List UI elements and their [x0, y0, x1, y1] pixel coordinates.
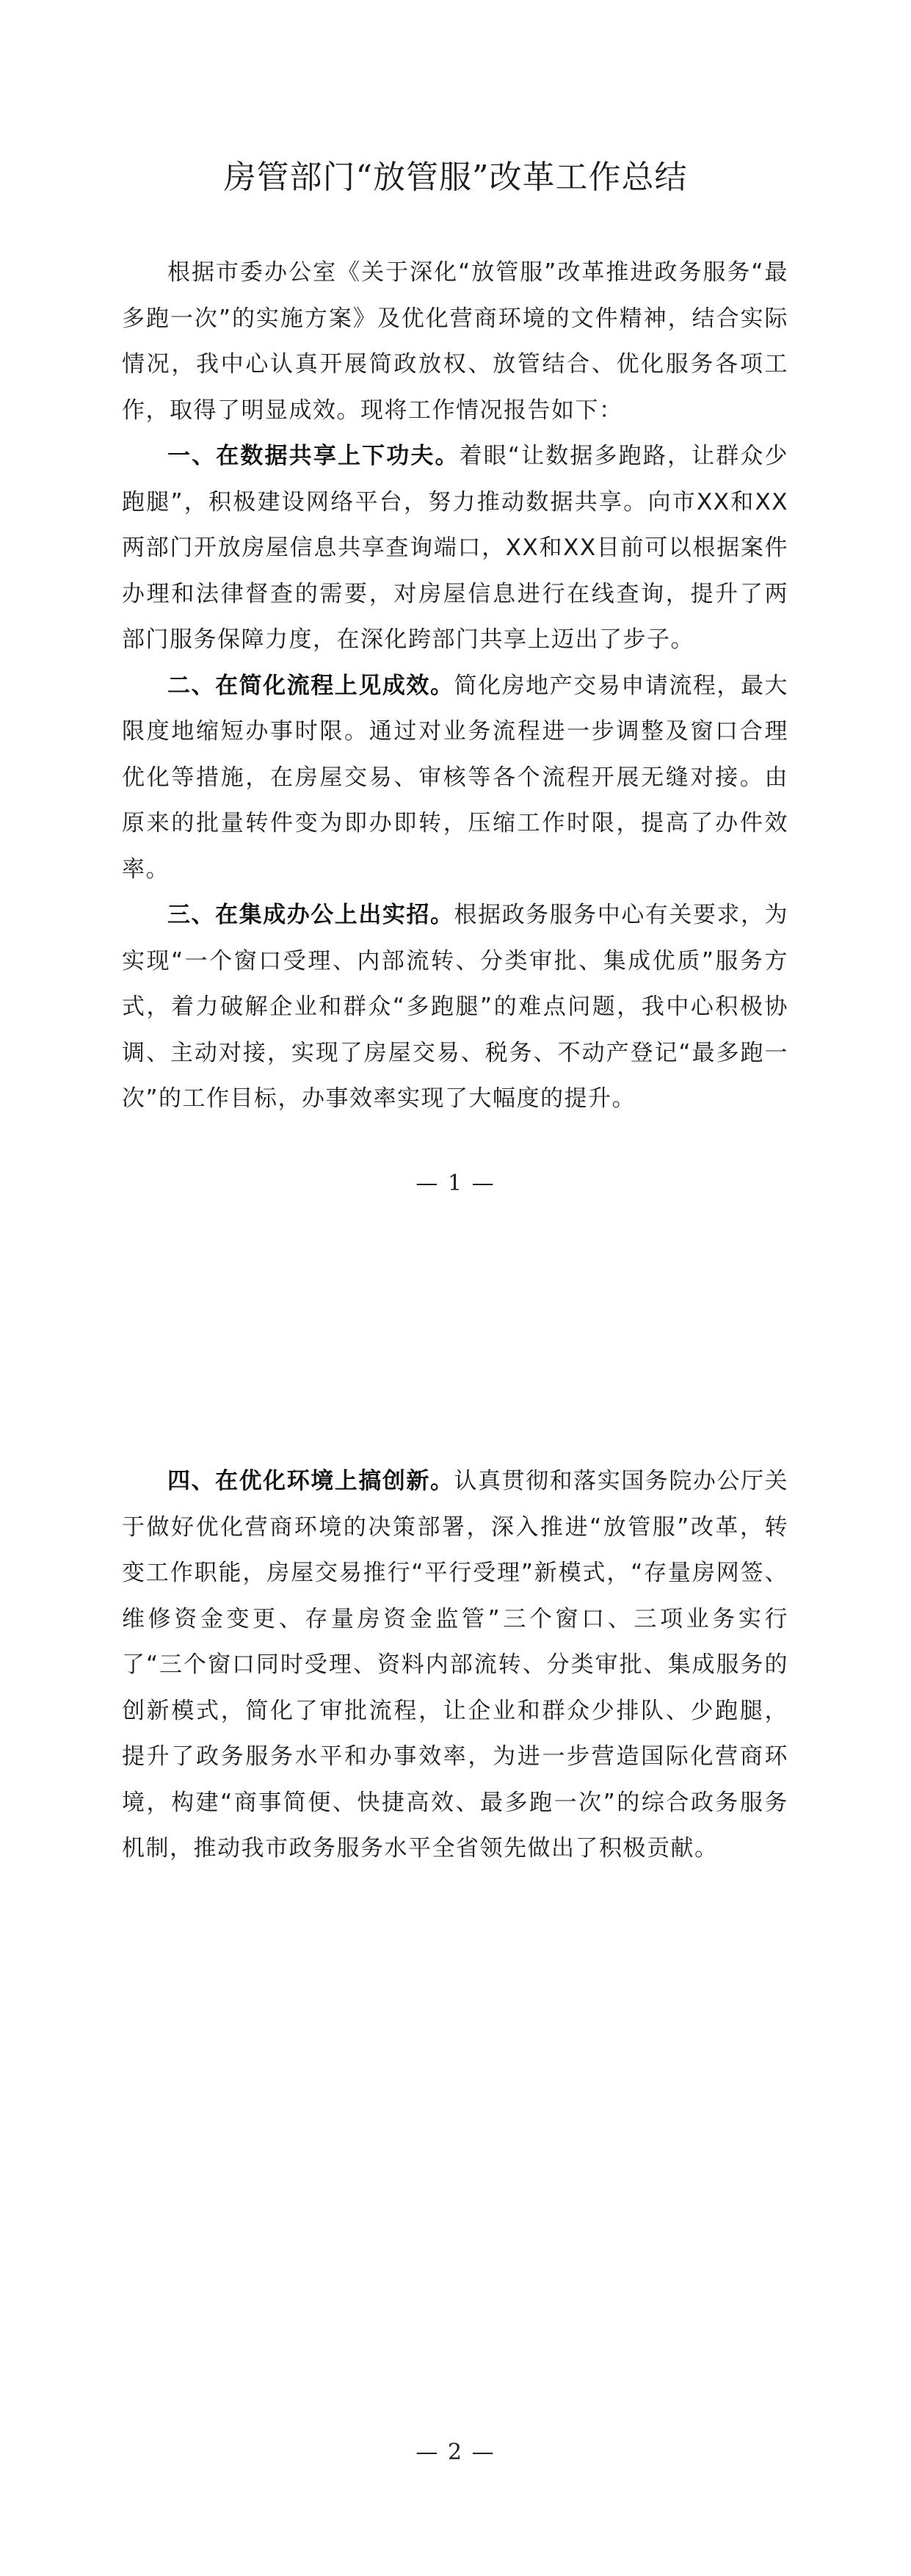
- section-text-2: 简化房地产交易申请流程，最大限度地缩短办事时限。通过对业务流程进一步调整及窗口合理优化等措施，在房屋交易、审核等各个流程开展无缝对接。由原来的批量转件变为即办即转，压缩工作时限，提高了办件效率。: [122, 672, 789, 883]
- section-heading-4: 四、在优化环境上搞创新。: [167, 1468, 454, 1494]
- intro-paragraph: 根据市委办公室《关于深化“放管服”改革推进政务服务“最多跑一次”的实施方案》及优化营商环境的文件精神，结合实际情况，我中心认真开展简政放权、放管结合、优化服务各项工作，取得了明显成效。现将工作情况报告如下：: [122, 259, 788, 424]
- section-text-1: 着眼“让数据多跑路，让群众少跑腿”，积极建设网络平台，努力推动数据共享。向市XX和XX两部门开放房屋信息共享查询端口，XX和XX目前可以根据案件办理和法律督查的需要，对房屋信息进行在线查询，提升了两部门服务保障力度，在深化跨部门共享上迈出了步子。: [122, 443, 789, 653]
- document-page-2: [0, 1288, 911, 2576]
- page-number-2: — 2 —: [415, 2439, 496, 2465]
- section-text-4: 认真贯彻和落实国务院办公厅关于做好优化营商环境的决策部署，深入推进“放管服”改革，转变工作职能，房屋交易推行“平行受理”新模式，“存量房网签、维修资金变更、存量房资金监管”三个窗口、三项业务实行了“三个窗口同时受理、资料内部流转、分类审批、集成服务的创新模式，简化了审批流程，让企业和群众少排队、少跑腿，提升了政务服务水平和办事效率，为进一步营造国际化营商环境，构建“商事简便、快捷高效、最多跑一次”的综合政务服务机制，推动我市政务服务水平全省领先做出了积极贡献。: [122, 1468, 789, 1862]
- section-text-3: 根据政务服务中心有关要求，为实现“一个窗口受理、内部流转、分类审批、集成优质”服务方式，着力破解企业和群众“多跑腿”的难点问题，我中心积极协调、主动对接，实现了房屋交易、税务、不动产登记“最多跑一次”的工作目标，办事效率实现了大幅度的提升。: [122, 902, 789, 1112]
- section-paragraph-4: [122, 1458, 788, 1872]
- section-paragraph-2: [122, 663, 788, 893]
- section-heading-1: 一、在数据共享上下功夫。: [167, 443, 460, 469]
- section-heading-3: 三、在集成办公上出实招。: [167, 902, 454, 928]
- section-paragraph-1: [122, 433, 788, 663]
- page-1-body: [122, 250, 788, 1122]
- section-heading-2: 二、在简化流程上见成效。: [167, 672, 454, 699]
- section-paragraph-3: [122, 892, 788, 1122]
- document-title: 房管部门“放管服”改革工作总结: [223, 159, 688, 196]
- page-2-body: [122, 1458, 788, 1872]
- page-number-1: — 1 —: [415, 1171, 496, 1196]
